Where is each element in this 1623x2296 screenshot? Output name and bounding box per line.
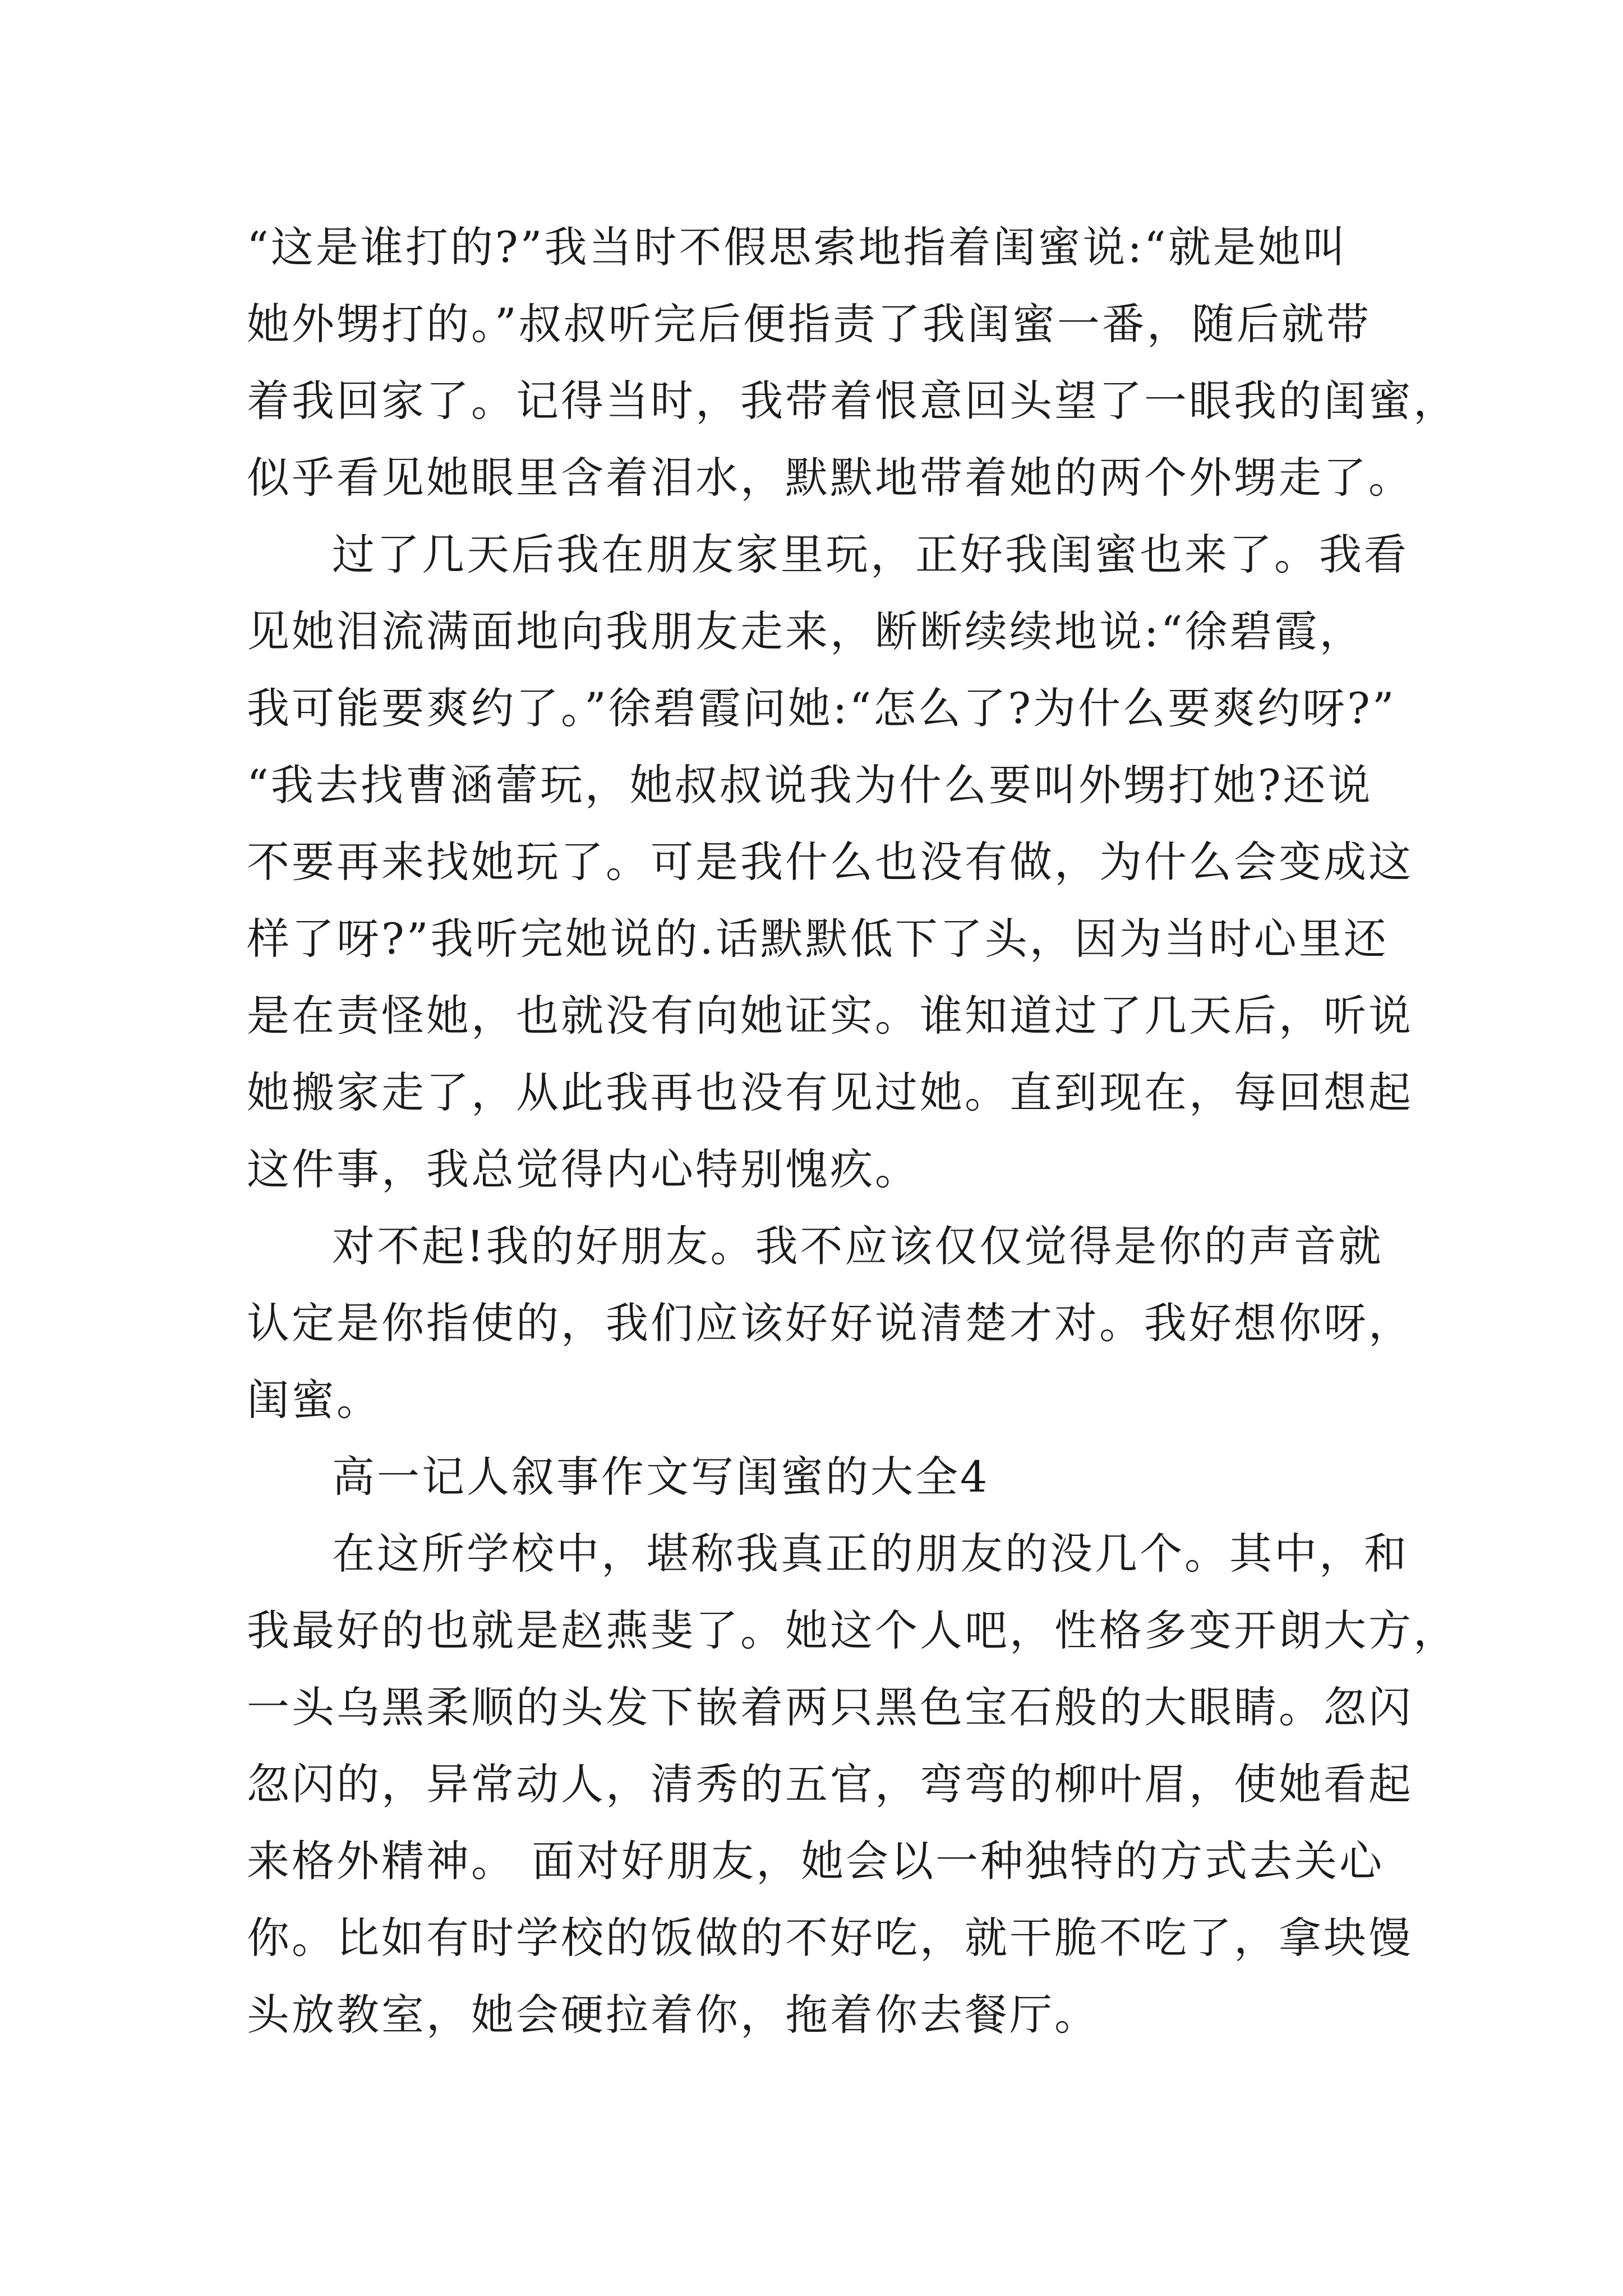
section-heading: 高一记人叙事作文写闺蜜的大全4 — [332, 1452, 990, 1502]
text-line: 似乎看见她眼里含着泪水，默默地带着她的两个外甥走了。 — [247, 453, 1413, 503]
text-line: “这是谁打的?”我当时不假思索地指着闺蜜说:“就是她叫 — [247, 222, 1348, 272]
text-line: 闺蜜。 — [247, 1375, 381, 1425]
text-line: 头放教室，她会硬拉着你，拖着你去餐厅。 — [247, 1990, 1099, 2040]
text-line: 你。比如有时学校的饭做的不好吃，就干脆不吃了，拿块馒 — [247, 1913, 1413, 1963]
paragraph-start-line: 对不起!我的好朋友。我不应该仅仅觉得是你的声音就 — [332, 1221, 1384, 1271]
text-line: 她搬家走了，从此我再也没有见过她。直到现在，每回想起 — [247, 1068, 1413, 1117]
text-line: 来格外精神。 面对好朋友，她会以一种独特的方式去关心 — [247, 1836, 1385, 1886]
text-line: 一头乌黑柔顺的头发下嵌着两只黑色宝石般的大眼睛。忽闪 — [247, 1682, 1413, 1732]
text-line: 这件事，我总觉得内心特别愧疚。 — [247, 1144, 920, 1194]
text-line: 认定是你指使的，我们应该好好说清楚才对。我好想你呀， — [247, 1298, 1413, 1348]
paragraph-start-line: 过了几天后我在朋友家里玩，正好我闺蜜也来了。我看 — [332, 530, 1409, 579]
document-body — [247, 209, 1458, 2053]
text-line: 着我回家了。记得当时，我带着恨意回头望了一眼我的闺蜜， — [247, 376, 1458, 426]
text-line: 她外甥打的。”叔叔听完后便指责了我闺蜜一番，随后就带 — [247, 299, 1371, 349]
text-line: 我可能要爽约了。”徐碧霞问她:“怎么了?为什么要爽约呀?” — [247, 683, 1396, 733]
text-line: 我最好的也就是赵燕斐了。她这个人吧，性格多变开朗大方， — [247, 1605, 1458, 1655]
text-line: 是在责怪她，也就没有向她证实。谁知道过了几天后，听说 — [247, 991, 1413, 1041]
text-line: 忽闪的，异常动人，清秀的五官，弯弯的柳叶眉，使她看起 — [247, 1759, 1413, 1809]
paragraph-start-line: 在这所学校中，堪称我真正的朋友的没几个。其中，和 — [332, 1529, 1409, 1579]
text-line: 不要再来找她玩了。可是我什么也没有做，为什么会变成这 — [247, 837, 1413, 887]
text-line: 样了呀?”我听完她说的.话默默低下了头，因为当时心里还 — [247, 914, 1389, 964]
text-line: 见她泪流满面地向我朋友走来，断断续续地说:“徐碧霞， — [247, 606, 1364, 656]
text-line: “我去找曹涵蕾玩，她叔叔说我为什么要叫外甥打她?还说 — [247, 760, 1373, 810]
